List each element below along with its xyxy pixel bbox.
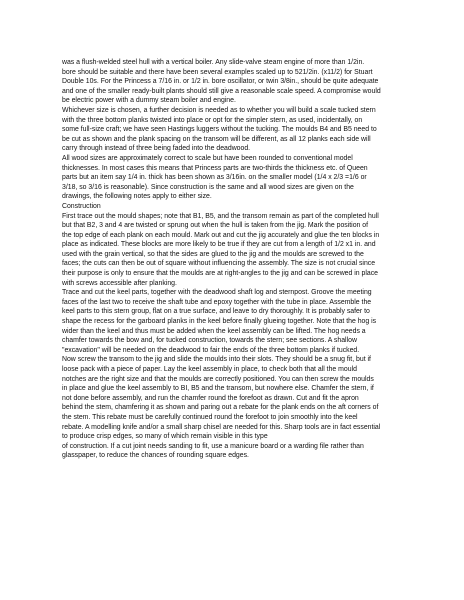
text-line: their purpose is only to ensure that the moulds are at right-angles to the jig and can be screwed in place (62, 270, 379, 278)
text-line: All wood sizes are approximately correct to scale but have been rounded to conventional model (62, 154, 353, 162)
text-line: to produce crisp edges, so many of which remain visible in this type (62, 433, 268, 441)
text-line: shape the recess for the garboard planks in the keel before finally glueing together. Note that the hog is (62, 318, 377, 326)
text-line: carry through instead of three being faded into the deadwood. (62, 145, 251, 153)
section-heading: Construction (62, 202, 101, 210)
text-line: faces; the cuts can then be out of square without influencing the assembly. The size is not crucial since (62, 260, 376, 268)
text-line: some full-size craft; we have seen Hastings luggers without the tucking. The moulds B4 and B5 need to (62, 126, 377, 134)
text-line: Trace and cut the keel parts, together with the deadwood shaft log and sternpost. Groove the meeting (62, 289, 372, 297)
text-line: and one of the smaller ready-built plants should still give a reasonable scale speed. A compromise would (62, 87, 381, 95)
text-line: keel parts to this stern group, flat on a true surface, and leave to dry thoroughly. It is probably safer to (62, 308, 370, 316)
text-line: place as indicated. These blocks are more likely to be true if they are cut from a length of 1/2 x1 in. and (62, 241, 376, 249)
text-line: the stem. This rebate must be carefully continued round the forefoot to join smoothly into the keel (62, 413, 358, 421)
text-line: "excavation" will be needed on the deadwood to fair the ends of the three bottom planks if tucked. (62, 346, 360, 354)
text-line: was a flush-welded steel hull with a vertical boiler. Any slide-valve steam engine of more than 1/2in. (62, 59, 365, 66)
text-line: 3/18, so 3/16 is reasonable). Since construction is the same and all wood sizes are given on the (62, 183, 354, 191)
text-line: be cut as shown and the plank spacing on the transom will be different, as all 12 planks each side will (62, 135, 371, 143)
text-line: in place and glue the keel assembly to BI, B5 and the transom, but nowhere else. Chamfer the stern, if (62, 385, 374, 393)
text-line: parts but an item say 1/4 in. thick has been shown as 3/16in. on the smaller model (1/4 x 2/3 =1/6 or (62, 174, 367, 182)
text-line: not done before assembly, and run the chamfer round the forefoot as drawn. Cut and fit the apron (62, 394, 359, 402)
text-line: used with the grain vertical, so that the sides are glued to the jig and the moulds are screwed to the (62, 250, 364, 258)
text-line: of construction. If a cut joint needs sanding to fit, use a manicure board or a warding file rather than (62, 442, 364, 450)
text-line: thicknesses. In most cases this means that Princess parts are two-thirds the thickness etc. of Queen (62, 164, 368, 172)
document-page (62, 58, 407, 461)
text-line: but that B2, 3 and 4 are twisted or sprung out when the hull is taken from the jig. Mark the position of (62, 222, 369, 230)
text-line: Now screw the transom to the jig and slide the moulds into their slots. They should be a snug fit, but if (62, 356, 371, 364)
text-line: behind the stem, chamfering it as shown and paring out a rebate for the plank ends on the aft corners of (62, 404, 379, 412)
text-line: chamfer towards the bow and, for tucked construction, towards the stern; see sections. A shallow (62, 337, 357, 345)
text-line: wider than the keel and thus must be added when the keel assembly can be lifted. The hog needs a (62, 327, 366, 335)
text-line: faces of the last two to receive the shaft tube and epoxy together with the tube in place. Assemble the (62, 298, 372, 306)
text-line: First trace out the mould shapes; note that B1, B5, and the transom remain as part of the completed hull (62, 212, 379, 220)
text-line: bore should be suitable and there have been several examples scaled up to 521/2in. (x11/2) for Stuart (62, 68, 373, 76)
text-line: notches are the right size and that the moulds are correctly positioned. You can then screw the moulds (62, 375, 374, 383)
text-line: rebate. A modelling knife and/or a small sharp chisel are needed for this. Sharp tools are in fact essential (62, 423, 381, 431)
text-line: with the three bottom planks twisted into place or opt for the simpler stern, as used, incidentally, on (62, 116, 363, 124)
text-line: the top edge of each plank on each mould. Mark out and cut the jig accurately and glue the ten blocks in (62, 231, 380, 239)
text-line: drawings, the following notes apply to either size. (62, 193, 212, 201)
text-line: be electric power with a dummy steam boiler and engine. (62, 97, 236, 105)
text-line: Whichever size is chosen, a further decision is needed as to whether you will build a scale tucked stern (62, 106, 376, 114)
text-line: glasspaper, to reduce the chances of rounding square edges. (62, 452, 249, 460)
text-line: loose pack with a piece of paper. Lay the keel assembly in place, to check both that all the mould (62, 366, 357, 373)
text-line: with screws accessible after planking. (62, 279, 177, 287)
text-line: Double 10s. For the Princess a 7/16 in. or 1/2 in. bore oscillator, or twin 3/8in., should be quite adequate (62, 78, 379, 86)
